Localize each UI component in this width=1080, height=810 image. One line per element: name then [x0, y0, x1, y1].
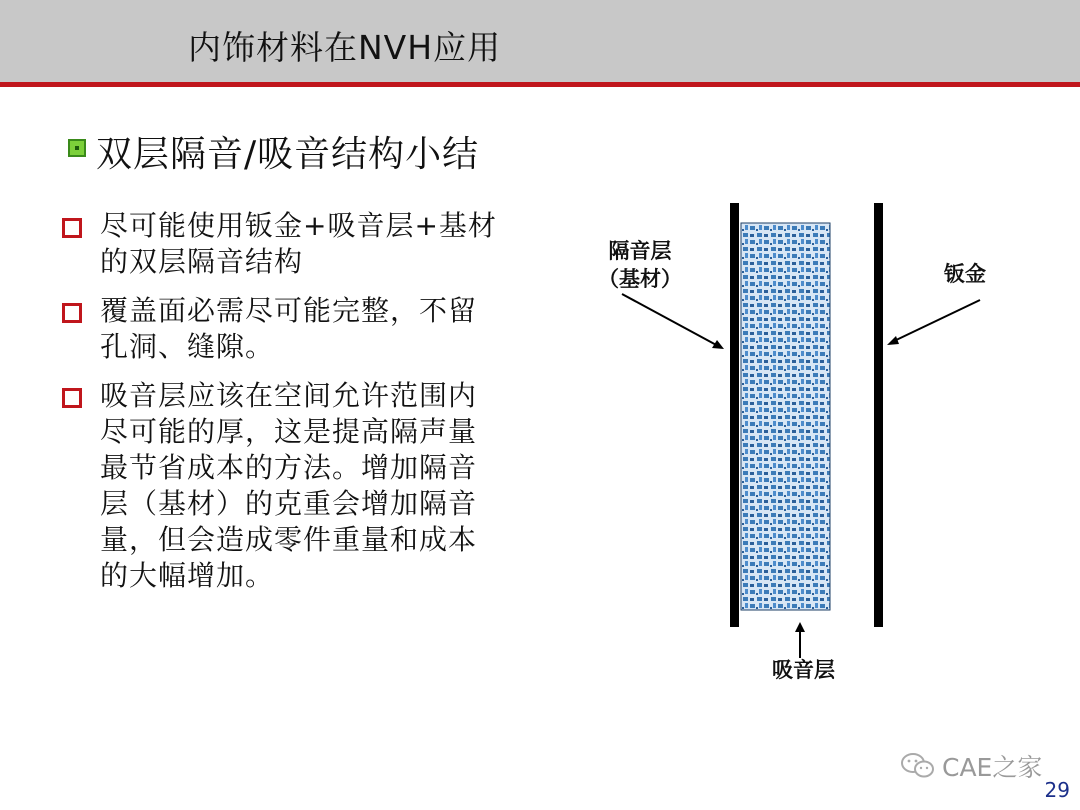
section-title: 双层隔音/吸音结构小结	[96, 134, 480, 175]
slide-title: 内饰材料在NVH应用	[188, 28, 502, 67]
header-divider	[0, 82, 1080, 87]
bullet-item	[62, 378, 532, 594]
bullet-square-icon	[62, 303, 82, 323]
page-number: 29	[1044, 778, 1070, 802]
label-sheet-metal: 钣金	[944, 262, 986, 286]
bullet-text: 吸音层应该在空间允许范围内 尽可能的厚，这是提高隔声量 最节省成本的方法。增加隔音 层（基材）的克重会增加隔音 量，但会造成零件重量和成本 的大幅增加。	[100, 379, 478, 592]
absorber-layer	[741, 223, 830, 610]
bullet-square-icon	[62, 218, 82, 238]
structure-diagram	[560, 190, 1040, 694]
label-barrier: 隔音层 （基材）	[598, 239, 682, 291]
watermark	[900, 748, 1042, 784]
bullet-item	[62, 293, 532, 365]
bullet-text: 尽可能使用钣金+吸音层+基材 的双层隔音结构	[100, 209, 497, 278]
wechat-icon	[900, 752, 936, 780]
barrier-arrow	[622, 294, 720, 347]
section-bullet-icon	[68, 139, 86, 157]
slide-header	[0, 0, 1080, 82]
bullet-list	[62, 208, 532, 607]
bullet-square-icon	[62, 388, 82, 408]
watermark-text: CAE之家	[942, 753, 1043, 782]
sheet-metal-arrow	[892, 300, 980, 342]
bullet-text: 覆盖面必需尽可能完整，不留 孔洞、缝隙。	[100, 294, 478, 363]
bullet-item	[62, 208, 532, 280]
barrier-layer	[730, 203, 739, 627]
label-absorber: 吸音层	[772, 658, 835, 682]
sheet-metal-layer	[874, 203, 883, 627]
